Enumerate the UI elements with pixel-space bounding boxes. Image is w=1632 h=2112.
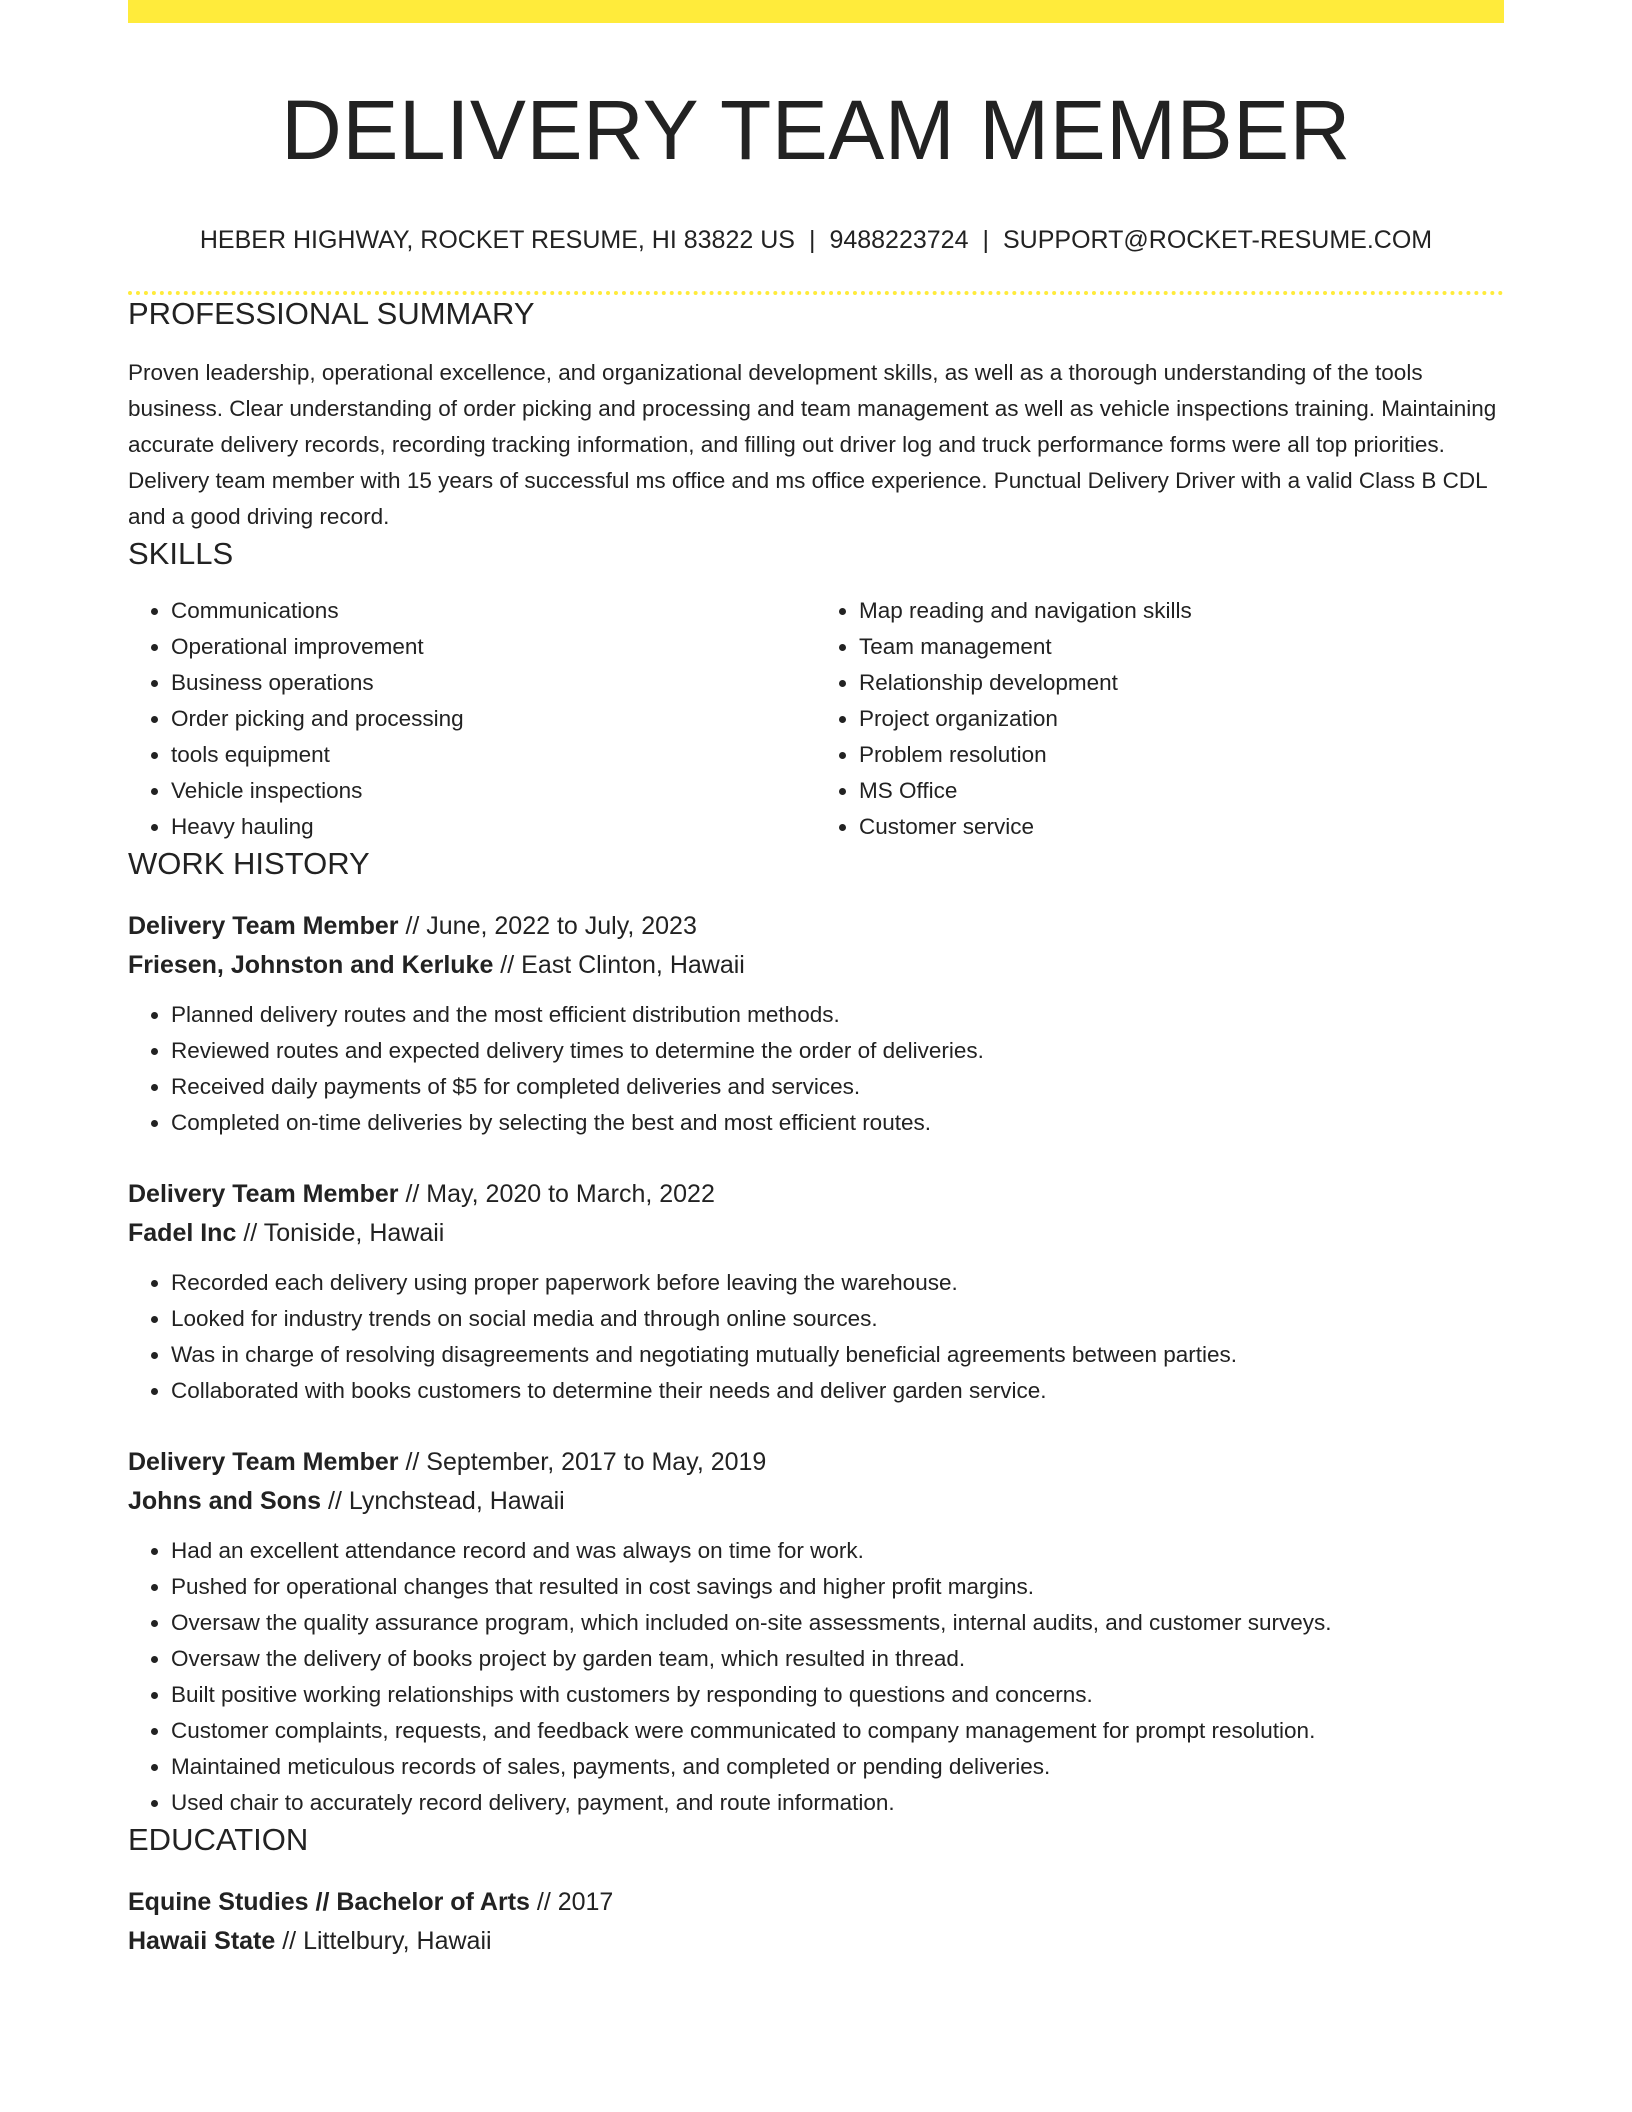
job-entry: [128, 1175, 1504, 1409]
job-bullet: • Built positive working relationships with customers by responding to questions and concerns.: [171, 1677, 1504, 1713]
skill-item: • Communications: [171, 593, 816, 629]
resume-name: DELIVERY TEAM MEMBER: [281, 83, 1351, 177]
skill-item: • tools equipment: [171, 737, 816, 773]
skill-item: • Vehicle inspections: [171, 773, 816, 809]
contact-line: [128, 225, 1504, 255]
job-bullet: • Maintained meticulous records of sales, payments, and completed or pending deliveries.: [171, 1749, 1504, 1785]
job-bullet: • Planned delivery routes and the most efficient distribution methods.: [171, 997, 1504, 1033]
contact-phone[interactable]: 9488223724: [829, 226, 969, 254]
summary-text: Proven leadership, operational excellence, and organizational development skills, as well as a thorough understanding of the tools business. Clear understanding of order picking and processing and team management as well as vehicle inspections training. Maintaining accurate delivery records, recording tracking information, and filling out driver log and truck performance forms were all top priorities. Delivery team member with 15 years of successful ms office and ms office experience. Punctual Delivery Driver with a valid Class B CDL and a good driving record.: [128, 360, 1497, 529]
education-location: // Littelbury, Hawaii: [275, 1927, 492, 1955]
job-bullets: [128, 997, 1504, 1141]
job-bullet: • Received daily payments of $5 for completed deliveries and services.: [171, 1069, 1504, 1105]
education-school-line: [128, 1922, 1504, 1961]
job-dates: // September, 2017 to May, 2019: [398, 1448, 767, 1476]
skill-item: • Order picking and processing: [171, 701, 816, 737]
job-company-line: [128, 946, 1504, 985]
skill-item: • Project organization: [859, 701, 1504, 737]
job-bullet: • Completed on-time deliveries by selecting the best and most efficient routes.: [171, 1105, 1504, 1141]
job-company: Fadel Inc: [128, 1219, 237, 1247]
job-bullet: • Oversaw the delivery of books project by garden team, which resulted in thread.: [171, 1641, 1504, 1677]
skill-item: • Problem resolution: [859, 737, 1504, 773]
job-bullet: • Oversaw the quality assurance program, which included on-site assessments, internal audits, and customer surveys.: [171, 1605, 1504, 1641]
contact-address: HEBER HIGHWAY, ROCKET RESUME, HI 83822 US: [199, 226, 795, 254]
job-bullet: • Pushed for operational changes that resulted in cost savings and higher profit margins.: [171, 1569, 1504, 1605]
skills-column-right: [816, 593, 1504, 845]
work-history-heading: WORK HISTORY: [128, 846, 370, 881]
education-heading: EDUCATION: [128, 1822, 309, 1857]
education-degree: Equine Studies // Bachelor of Arts: [128, 1888, 530, 1916]
job-company-line: [128, 1482, 1504, 1521]
job-title-line: [128, 1443, 1504, 1482]
job-entry: [128, 1443, 1504, 1821]
summary-heading: PROFESSIONAL SUMMARY: [128, 296, 535, 331]
job-bullet: • Looked for industry trends on social media and through online sources.: [171, 1301, 1504, 1337]
education-entry: [128, 1883, 1504, 1961]
skill-item: • MS Office: [859, 773, 1504, 809]
skill-item: • Customer service: [859, 809, 1504, 845]
contact-separator: |: [982, 226, 989, 254]
job-location: // Lynchstead, Hawaii: [321, 1487, 565, 1515]
skill-item: • Map reading and navigation skills: [859, 593, 1504, 629]
job-bullets: [128, 1265, 1504, 1409]
skills-list: [128, 593, 1504, 845]
job-location: // Toniside, Hawaii: [236, 1219, 445, 1247]
job-role: Delivery Team Member: [128, 1448, 399, 1476]
job-role: Delivery Team Member: [128, 912, 399, 940]
skill-item: • Relationship development: [859, 665, 1504, 701]
skill-item: • Team management: [859, 629, 1504, 665]
job-bullet: • Reviewed routes and expected delivery times to determine the order of deliveries.: [171, 1033, 1504, 1069]
resume-page: [128, 0, 1504, 1961]
job-company-line: [128, 1214, 1504, 1253]
skills-column-left: [128, 593, 816, 845]
skill-item: • Business operations: [171, 665, 816, 701]
contact-separator: |: [808, 226, 816, 254]
job-bullet: • Was in charge of resolving disagreements and negotiating mutually beneficial agreements between parties.: [171, 1337, 1504, 1373]
job-title-line: [128, 1175, 1504, 1214]
education-degree-line: [128, 1883, 1504, 1922]
job-bullet: • Had an excellent attendance record and was always on time for work.: [171, 1533, 1504, 1569]
job-title-line: [128, 907, 1504, 946]
job-location: // East Clinton, Hawaii: [493, 951, 745, 979]
skill-item: • Heavy hauling: [171, 809, 816, 845]
job-entry: [128, 907, 1504, 1141]
job-bullet: • Used chair to accurately record delivery, payment, and route information.: [171, 1785, 1504, 1821]
job-bullet: • Recorded each delivery using proper paperwork before leaving the warehouse.: [171, 1265, 1504, 1301]
job-dates: // June, 2022 to July, 2023: [398, 912, 697, 940]
job-bullets: [128, 1533, 1504, 1821]
job-bullet: • Collaborated with books customers to determine their needs and deliver garden service.: [171, 1373, 1504, 1409]
skill-item: • Operational improvement: [171, 629, 816, 665]
job-company: Friesen, Johnston and Kerluke: [128, 951, 494, 979]
job-dates: // May, 2020 to March, 2022: [398, 1180, 715, 1208]
accent-top-bar: [128, 0, 1504, 23]
skills-heading: SKILLS: [128, 536, 234, 571]
job-role: Delivery Team Member: [128, 1180, 399, 1208]
contact-email[interactable]: SUPPORT@ROCKET-RESUME.COM: [1002, 226, 1433, 254]
job-bullet: • Customer complaints, requests, and feedback were communicated to company management for prompt resolution.: [171, 1713, 1504, 1749]
education-year: // 2017: [529, 1888, 614, 1916]
job-company: Johns and Sons: [128, 1487, 322, 1515]
education-school: Hawaii State: [128, 1927, 276, 1955]
